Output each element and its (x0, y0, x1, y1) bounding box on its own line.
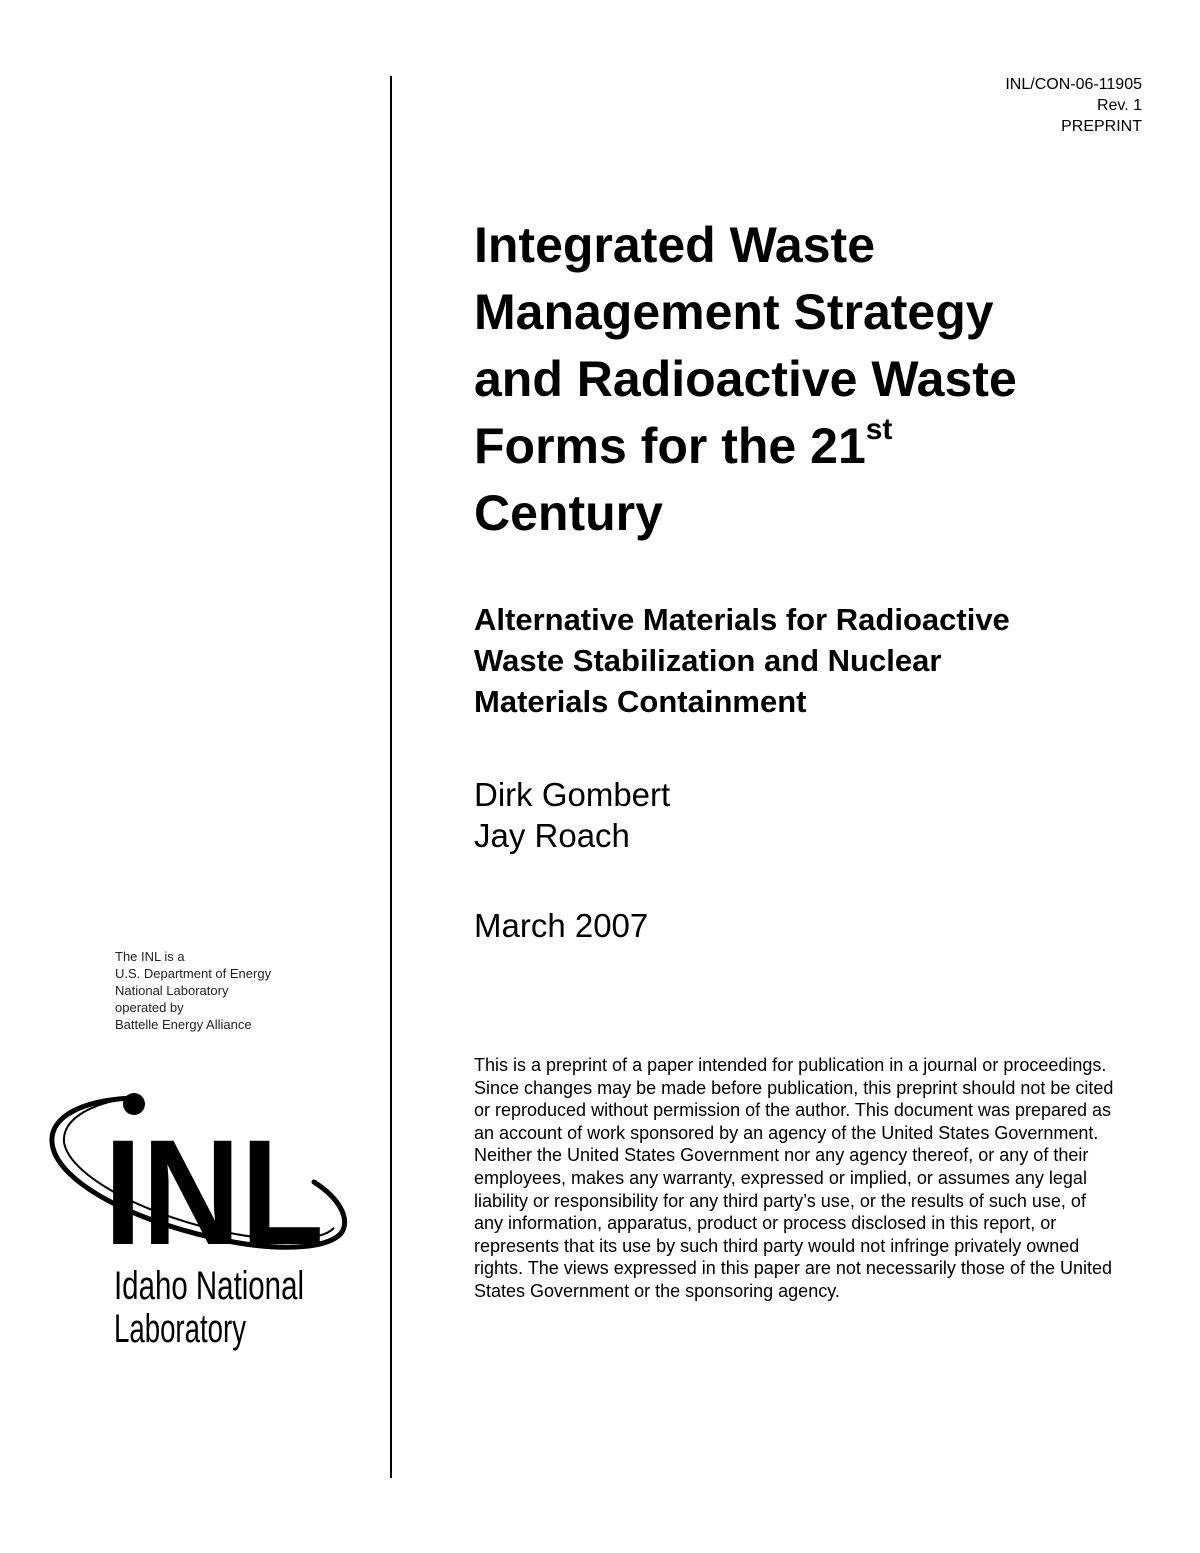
inl-logo-graphic (44, 1092, 354, 1362)
vertical-divider (390, 76, 392, 1478)
logo-text-line-1: Idaho National (114, 1264, 304, 1308)
title-line-4: Forms for the 21 (474, 418, 866, 474)
title-line-5: Century (474, 485, 663, 541)
document-subtitle (474, 599, 1154, 722)
publication-date: March 2007 (474, 907, 649, 944)
inl-logo (44, 1092, 354, 1362)
logo-letters (104, 1108, 324, 1276)
title-line-1: Integrated Waste (474, 217, 876, 273)
inl-note-line: National Laboratory (115, 983, 229, 998)
inl-note-line: Battelle Energy Alliance (115, 1017, 252, 1032)
report-revision: Rev. 1 (1096, 97, 1142, 114)
author-name: Dirk Gombert (474, 776, 671, 813)
subtitle-line-2: Waste Stabilization and Nuclear (474, 643, 942, 678)
document-title (474, 212, 1154, 547)
inl-note-line: The INL is a (115, 949, 185, 964)
report-identifier (1005, 74, 1142, 137)
title-line-3: and Radioactive Waste (474, 351, 1017, 407)
inl-note-line: operated by (115, 1000, 184, 1015)
title-line-2: Management Strategy (474, 284, 994, 340)
subtitle-line-3: Materials Containment (474, 684, 807, 719)
authors (474, 774, 670, 856)
inl-note-line: U.S. Department of Energy (115, 966, 272, 981)
title-superscript: st (865, 413, 893, 447)
author-name: Jay Roach (474, 817, 630, 854)
disclaimer-text: This is a preprint of a paper intended for publication in a journal or proceedings. Since changes may be made before publication, this preprint should not be cited or reproduced without permission of the author. This document was prepared as an account of work sponsored by an agency of the United States Government. Neither the United States Government nor any agency thereof, or any of their employees, makes any warranty, expressed or implied, or assumes any legal liability or responsibility for any third party’s use, or the results of such use, of any information, apparatus, product or process disclosed in this report, or represents that its use by such third party would not infringe privately owned rights. The views expressed in this paper are not necessarily those of the United States Government or the sponsoring agency. (474, 1055, 1114, 1301)
logo-mark: INL (104, 1108, 324, 1276)
inl-description (115, 948, 271, 1033)
subtitle-line-1: Alternative Materials for Radioactive (474, 602, 1010, 637)
logo-text-line-2: Laboratory (114, 1307, 246, 1351)
report-status: PREPRINT (1061, 118, 1142, 135)
report-number: INL/CON-06-11905 (1005, 76, 1142, 93)
